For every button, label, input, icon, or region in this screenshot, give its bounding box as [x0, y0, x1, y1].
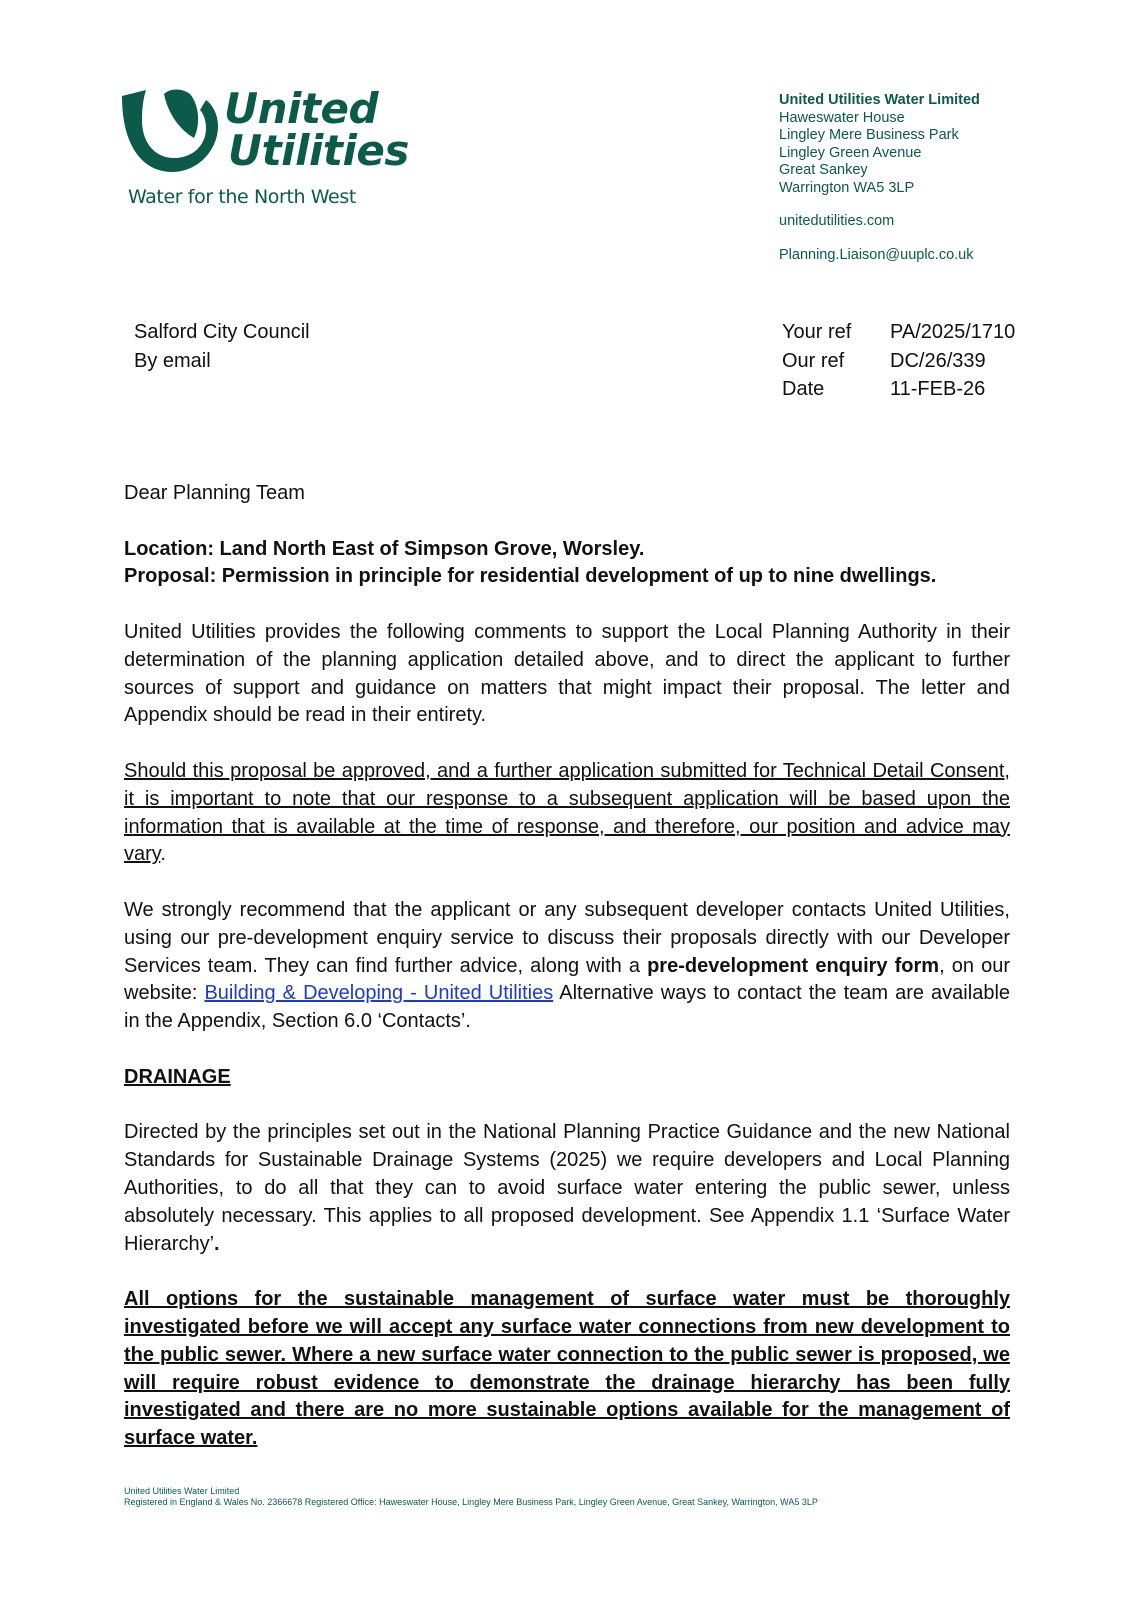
salutation: Dear Planning Team — [124, 482, 305, 504]
pre-development-text-c: Alternative ways to contact the team are available in the Appendix, Section 6.0 ‘Contacts’. — [124, 982, 1011, 1033]
recipient-name: Salford City Council — [134, 321, 310, 343]
reference-table — [782, 318, 1015, 404]
technical-consent-paragraph — [124, 758, 1010, 869]
drainage-heading: DRAINAGE — [124, 1065, 231, 1088]
address-line: Lingley Mere Business Park — [779, 127, 959, 143]
company-logo — [120, 84, 409, 216]
letter-body — [124, 480, 1010, 1481]
logo-word-utilities: Utilities — [228, 126, 409, 175]
drainage-period: . — [214, 1232, 220, 1255]
company-email[interactable]: Planning.Liaison@uuplc.co.uk — [779, 246, 974, 263]
technical-consent-period: . — [160, 843, 166, 866]
surface-water-paragraph: All options for the sustainable management of surface water must be thoroughly investigated before we will accept any surface water connections from new development to the public sewer. Where a new surface water connection to the public sewer is proposed, we will require robust evidence to demonstrate the drainage hierarchy has been fully investigated and there are no more sustainable options available for the management of surface water. — [124, 1288, 1010, 1450]
reference-value: 11-FEB-26 — [890, 378, 986, 400]
address-line: Lingley Green Avenue — [779, 144, 922, 161]
proposal-line: Proposal: Permission in principle for residential development of up to nine dwellings. — [124, 565, 937, 588]
company-name: United Utilities Water Limited — [779, 92, 980, 108]
building-developing-link[interactable]: Building & Developing - United Utilities — [204, 982, 554, 1005]
drainage-text: Directed by the principles set out in the National Planning Practice Guidance and the new National Standards for Sustainable Drainage Systems (2025) we require developers and Local Planning Authorities, to do all that they can to avoid surface water entering the public sewer, unless absolutely necessary. This applies to all proposed development. See Appendix 1.1 ‘Surface Water Hierarchy’ — [124, 1121, 1010, 1255]
technical-consent-text: Should this proposal be approved, and a further application submitted for Technical Detail Consent, it is important to note that our response to a subsequent application will be based upon the information that is available at the time of response, and therefore, our position and advice may vary — [124, 759, 1010, 866]
logo-word-united: United — [224, 84, 379, 133]
pre-development-text-b: , on our website: — [124, 954, 1011, 1005]
recipient-block — [134, 318, 310, 375]
company-address-block — [779, 92, 980, 264]
reference-label: Your ref — [782, 321, 852, 343]
reference-value: DC/26/339 — [890, 349, 986, 372]
reference-row — [782, 347, 1015, 376]
reference-label: Date — [782, 378, 825, 400]
reference-label: Our ref — [782, 349, 845, 372]
address-line: Haweswater House — [779, 109, 905, 126]
recipient-delivery: By email — [134, 349, 211, 372]
location-line: Location: Land North East of Simpson Grove, Worsley. — [124, 537, 645, 560]
address-line: Great Sankey — [779, 162, 868, 178]
reference-value: PA/2025/1710 — [890, 321, 1016, 343]
reference-row — [782, 318, 1015, 347]
pre-development-text-a: We strongly recommend that the applicant or any subsequent developer contacts United Utilities, using our pre-development enquiry service to discuss their proposals directly with our Developer Services team. They can find further advice, along with a — [124, 898, 1010, 977]
drainage-paragraph — [124, 1119, 1010, 1258]
pre-development-form-text: pre-development enquiry form — [647, 954, 940, 977]
reference-row — [782, 375, 1015, 404]
footer-company: United Utilities Water Limited — [124, 1486, 240, 1496]
footer-registration: Registered in England & Wales No. 2366678 Registered Office: Haweswater House, Lingley Mere Business Park, Lingley Green Avenue, Great Sankey, Warrington, WA5 3LP — [124, 1497, 818, 1507]
intro-paragraph: United Utilities provides the following comments to support the Local Planning Authority in their determination of the planning application detailed above, and to direct the applicant to further sources of support and guidance on matters that might impact their proposal. The letter and Appendix should be read in their entirety. — [124, 620, 1010, 727]
subject-block — [124, 536, 1010, 592]
address-line: Warrington WA5 3LP — [779, 179, 915, 196]
united-utilities-emblem-icon — [120, 86, 220, 178]
pre-development-paragraph — [124, 897, 1010, 1036]
company-website[interactable]: unitedutilities.com — [779, 213, 895, 229]
logo-tagline: Water for the North West — [128, 186, 356, 208]
page-footer — [124, 1486, 818, 1508]
